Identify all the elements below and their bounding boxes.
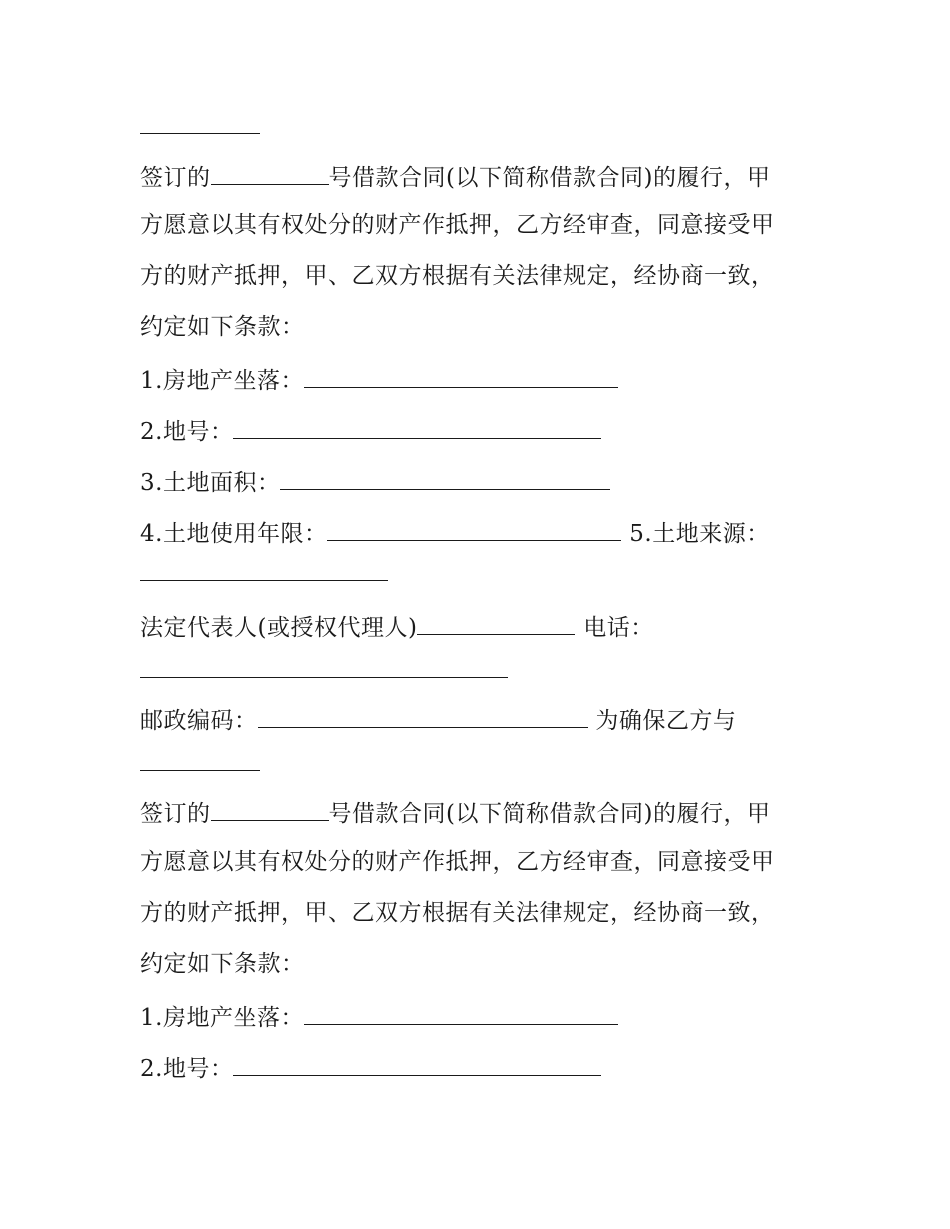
blank-field xyxy=(304,1000,618,1025)
blank-line xyxy=(140,677,508,678)
field-row xyxy=(140,1051,601,1084)
blank-line xyxy=(140,580,388,581)
field-label: 2.地号： xyxy=(140,419,234,445)
field-label: 4.土地使用年限： xyxy=(140,521,328,547)
paragraph-line: 约定如下条款： xyxy=(140,951,305,977)
field-label: 法定代表人(或授权代理人) xyxy=(140,615,418,641)
field-row xyxy=(140,703,736,736)
blank-field xyxy=(233,414,601,439)
field-row xyxy=(140,1000,618,1033)
field-label: 邮政编码： xyxy=(140,708,258,734)
blank-field xyxy=(417,610,575,635)
blank-field xyxy=(211,796,329,821)
text-segment: 号借款合同(以下简称借款合同)的履行，甲 xyxy=(328,801,771,827)
text-segment: 号借款合同(以下简称借款合同)的履行，甲 xyxy=(328,165,771,191)
paragraph-line xyxy=(140,796,770,829)
field-row xyxy=(140,465,610,498)
text-segment: 签订的 xyxy=(140,801,211,827)
field-label: 1.房地产坐落： xyxy=(140,368,304,394)
field-label: 电话： xyxy=(583,615,654,641)
text-segment: 为确保乙方与 xyxy=(595,708,737,734)
text-segment: 签订的 xyxy=(140,165,211,191)
field-label: 1.房地产坐落： xyxy=(140,1005,304,1031)
field-label: 5.土地来源： xyxy=(629,521,770,547)
field-label: 3.土地面积： xyxy=(140,470,281,496)
blank-field xyxy=(304,363,618,388)
field-label: 2.地号： xyxy=(140,1056,234,1082)
paragraph-line: 方愿意以其有权处分的财产作抵押，乙方经审查，同意接受甲 xyxy=(140,212,775,238)
field-row xyxy=(140,610,654,643)
blank-field xyxy=(280,465,610,490)
blank-line xyxy=(140,770,260,771)
paragraph-line: 方的财产抵押，甲、乙双方根据有关法律规定，经协商一致， xyxy=(140,263,775,289)
blank-field xyxy=(258,703,588,728)
paragraph-line xyxy=(140,160,770,193)
blank-field xyxy=(211,160,329,185)
paragraph-line: 方愿意以其有权处分的财产作抵押，乙方经审查，同意接受甲 xyxy=(140,849,775,875)
field-row xyxy=(140,363,618,396)
blank-line xyxy=(140,133,260,134)
field-row xyxy=(140,414,601,447)
blank-field xyxy=(233,1051,601,1076)
paragraph-line: 方的财产抵押，甲、乙双方根据有关法律规定，经协商一致， xyxy=(140,900,775,926)
paragraph-line: 约定如下条款： xyxy=(140,314,305,340)
blank-field xyxy=(327,516,621,541)
field-row xyxy=(140,516,770,549)
